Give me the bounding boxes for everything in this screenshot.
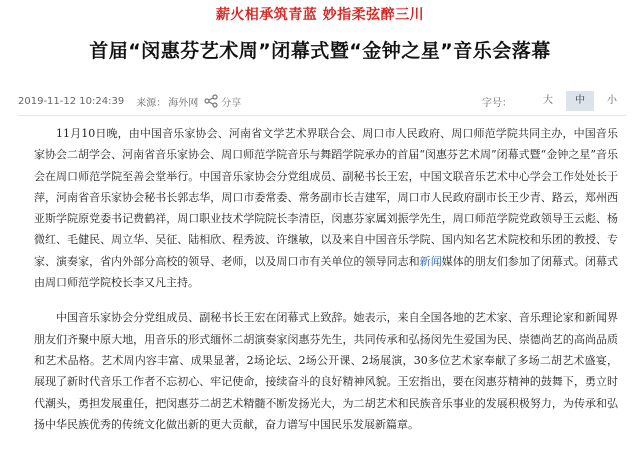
article-title: 首届“闵惠芬艺术周”闭幕式暨“金钟之星”音乐会落幕 (89, 40, 551, 62)
font-size-control (482, 91, 626, 111)
share-icon (204, 94, 218, 108)
paragraph-1-text: 11月10日晚，由中国音乐家协会、河南省文学艺术界联合会、周口市人民政府、周口师范学院共同主办，中国音乐家协会二胡学会、河南省音乐家协会、周口师范学院音乐与舞蹈学院承办的首届“闵惠芬艺术周”闭幕式暨“金钟之星”音乐会在周口师范学院至善会堂举行。中国音乐家协会分党组成员、副秘书长王宏，中国文联音乐艺术中心学会工作处处长于萍，河南省音乐家协会秘书长郭志华，周口市委常委、常务副市长吉建军，周口市人民政府副市长王少青、路云，郑州西亚斯学院原党委书记费鹤祥，周口职业技术学院院长李清臣，闵惠芬家属刘振学先生，周口师范学院党政领导王云彪、杨微红、毛健民、周立华、吴征、陆相欣、程秀波、许继敏，以及来自中国音乐学院、国内知名艺术院校和乐团的教授、专家、演奏家，省内外部分高校的领导、老师，以及周口市有关单位的领导同志和 (34, 127, 618, 268)
meta-divider (18, 115, 626, 116)
kicker-headline: 薪火相承筑青蓝 妙指柔弦醉三川 (215, 7, 425, 23)
article-paragraph-1 (34, 123, 618, 293)
font-size-label: 字号： (482, 97, 512, 109)
font-size-small-button[interactable]: 小 (607, 95, 617, 106)
publish-date: 2019-11-12 10:24:39 (18, 95, 125, 107)
font-size-large-button[interactable]: 大 (543, 95, 553, 106)
article-paragraph-2: 中国音乐家协会分党组成员、副秘书长王宏在闭幕式上致辞。她表示，来自全国各地的艺术家、音乐理论家和新闻界朋友们齐聚中原大地，用音乐的形式缅怀二胡演奏家闵惠芬先生，共同传承和弘扬闵先生爱国为民、崇德尚艺的高尚品质和艺术品格。艺术周内容丰富、成果显著，2场论坛、2场公开课、2场展演，30多位艺术家奉献了多场二胡艺术盛宴，展现了新时代音乐工作者不忘初心、牢记使命，接续奋斗的良好精神风貌。王宏指出，要在闵惠芬精神的鼓舞下，勇立时代潮头，勇担发展重任，把闵惠芬二胡艺术精髓不断发扬光大，为二胡艺术和民族音乐事业的发展积极努力，为传承和弘扬中华民族优秀的传统文化做出新的更大贡献，奋力谱写中国民乐发展新篇章。 (34, 311, 618, 431)
source-name: 海外网 (168, 97, 199, 109)
paragraph-1-text-end: 媒体的朋友们参加了闭幕式。闭幕式由周口师范学院校长李又凡主持。 (34, 254, 619, 290)
source-label: 来源： (136, 97, 167, 109)
news-link[interactable]: 新闻 (419, 254, 442, 268)
font-size-medium-button[interactable]: 中 (566, 91, 594, 111)
share-button[interactable] (204, 94, 241, 109)
article-meta (18, 90, 626, 112)
article-body (34, 123, 618, 449)
share-label: 分享 (221, 97, 242, 109)
